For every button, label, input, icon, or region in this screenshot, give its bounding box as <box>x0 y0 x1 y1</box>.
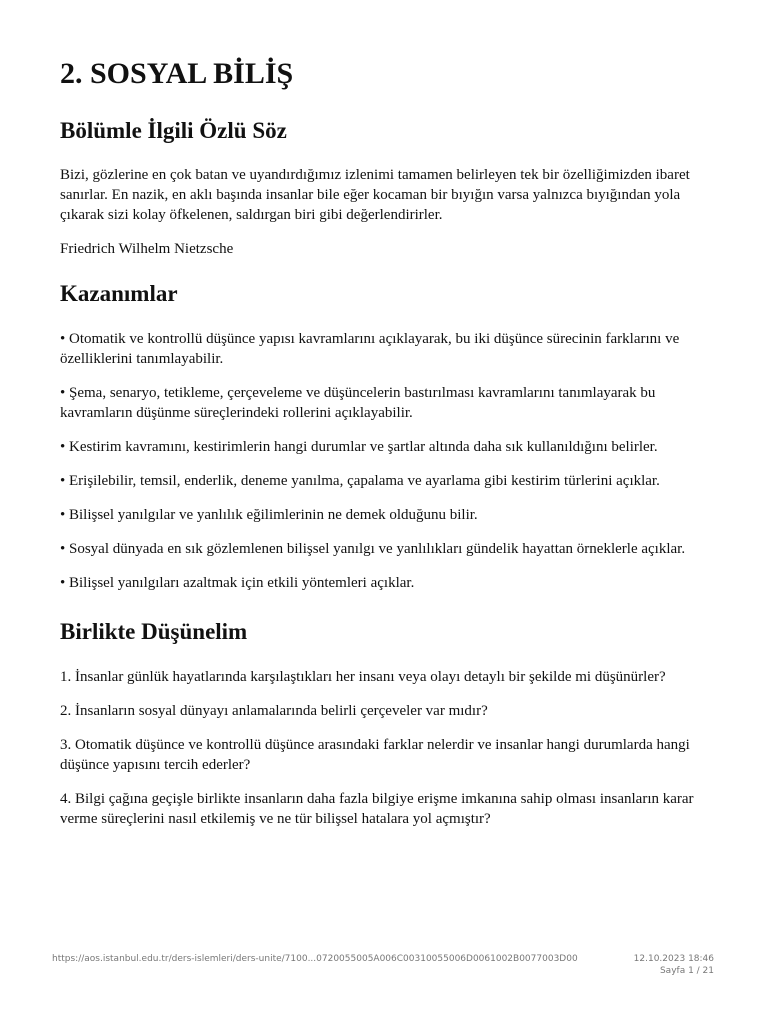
document-page <box>60 52 710 843</box>
quote-heading: Bölümle İlgili Özlü Söz <box>60 118 287 143</box>
goal-item: • Erişilebilir, temsil, enderlik, deneme yanılma, çapalama ve ayarlama gibi kestirim türlerini açıklar. <box>60 473 660 489</box>
goal-item: • Bilişsel yanılgılar ve yanlılık eğilimlerinin ne demek olduğunu bilir. <box>60 507 478 523</box>
goal-item: • Sosyal dünyada en sık gözlemlenen bilişsel yanılgı ve yanlılıkları gündelik hayattan örneklerle açıklar. <box>60 541 686 557</box>
question-item: 4. Bilgi çağına geçişle birlikte insanların daha fazla bilgiye erişme imkanına sahip olması insanların karar verme süreçlerini nasıl etkilemiş ve ne tür bilişsel hatalara yol açmıştır? <box>60 791 694 827</box>
goal-item: • Otomatik ve kontrollü düşünce yapısı kavramlarını açıklayarak, bu iki düşünce sürecinin farklarını ve özelliklerini tanımlayabilir. <box>60 331 680 367</box>
question-item: 1. İnsanlar günlük hayatlarında karşılaştıkları her insanı veya olayı detaylı bir şekilde mi düşünürler? <box>60 669 666 685</box>
footer-datetime: 12.10.2023 18:46 <box>633 954 714 964</box>
footer-meta <box>634 953 714 977</box>
questions-list <box>60 667 710 829</box>
goal-item: • Kestirim kavramını, kestirimlerin hangi durumlar ve şartlar altında daha sık kullanıldığını belirler. <box>60 439 658 455</box>
goals-heading: Kazanımlar <box>60 281 178 306</box>
question-item: 2. İnsanların sosyal dünyayı anlamalarında belirli çerçeveler var mıdır? <box>60 703 488 719</box>
goal-item: • Bilişsel yanılgıları azaltmak için etkili yöntemleri açıklar. <box>60 575 415 591</box>
goal-item: • Şema, senaryo, tetikleme, çerçeveleme ve düşüncelerin bastırılması kavramlarını tanımlayarak bu kavramların düşünme süreçlerindeki rollerini açıklayabilir. <box>60 385 656 421</box>
chapter-title: 2. SOSYAL BİLİŞ <box>60 57 294 90</box>
think-heading: Birlikte Düşünelim <box>60 619 248 644</box>
quote-text: Bizi, gözlerine en çok batan ve uyandırdığımız izlenimi tamamen belirleyen tek bir özelliğimizden ibaret sanırlar. En nazik, en aklı başında insanlar bile eğer kocaman bir bıyığın varsa yalnızca bıyığından yola çıkarak sizi kolay öfkelenen, saldırgan biri gibi değerlendirirler. <box>60 167 690 223</box>
question-item: 3. Otomatik düşünce ve kontrollü düşünce arasındaki farklar nelerdir ve insanlar hangi durumlarda hangi düşünce yapısını tercih ederler? <box>60 737 690 773</box>
goals-list <box>60 329 710 593</box>
footer-url: https://aos.istanbul.edu.tr/ders-islemleri/ders-unite/7100...0720055005A006C00310055006D0061002B0077003D00 <box>52 954 578 964</box>
quote-author: Friedrich Wilhelm Nietzsche <box>60 241 234 257</box>
footer-page-number: Sayfa 1 / 21 <box>659 966 714 976</box>
